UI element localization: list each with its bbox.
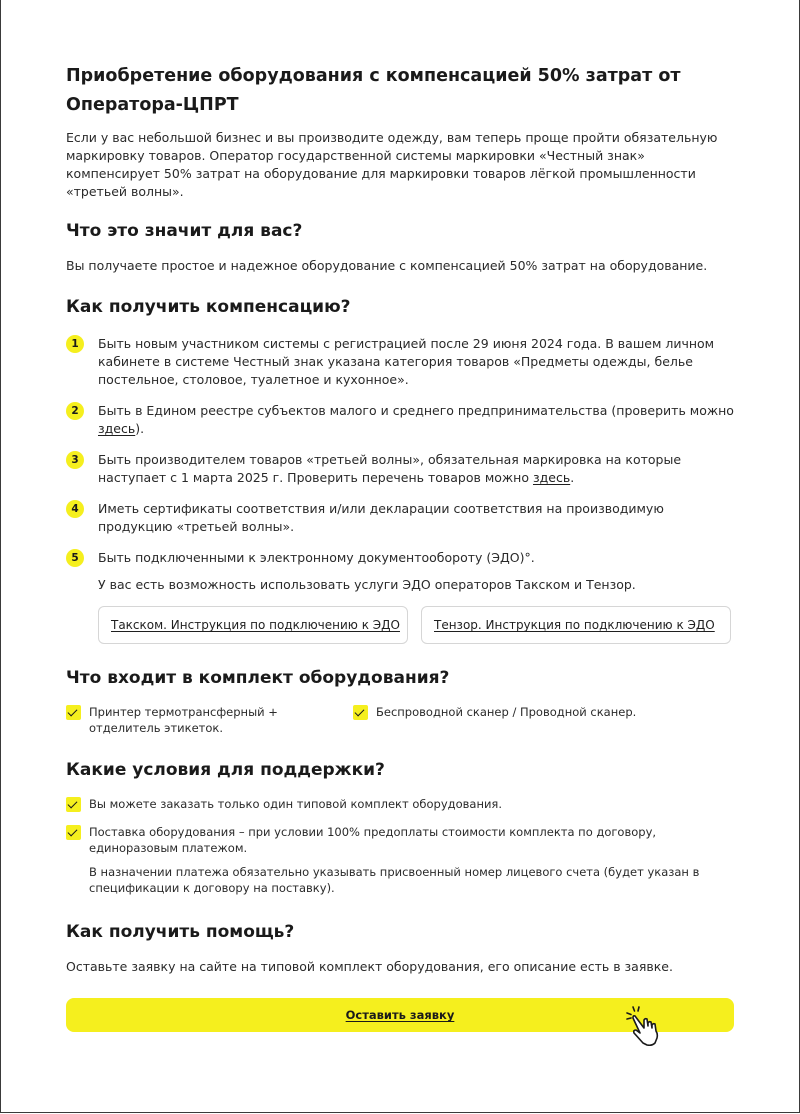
help-text: Оставьте заявку на сайте на типовой комплект оборудования, его описание есть в заявке.: [66, 959, 673, 974]
edo-note: У вас есть возможность использовать услуги ЭДО операторов Такском и Тензор.: [98, 577, 636, 592]
step-text: [98, 451, 734, 487]
conditions-heading: Какие условия для поддержки?: [66, 760, 385, 780]
step-text: Иметь сертификаты соответствия и/или декларации соответствия на производимую продукцию «третьей волны».: [98, 501, 664, 534]
step-body: [98, 549, 734, 594]
check-icon: [66, 705, 81, 720]
tensor-instruction-label: Тензор. Инструкция по подключению к ЭДО: [434, 618, 715, 632]
step-text-before: Быть производителем товаров «третьей волны», обязательная маркировка на которые наступает с 1 марта 2025 г. Проверить перечень товаров можно: [98, 452, 682, 485]
condition-label: Поставка оборудования – при условии 100% предоплаты стоимости комплекта по договору, единоразовым платежом.: [89, 825, 657, 855]
submit-request-label: Оставить заявку: [345, 1008, 455, 1022]
step-text: [98, 402, 734, 438]
help-heading: Как получить помощь?: [66, 922, 295, 942]
step-2: [66, 402, 734, 438]
kit-item-label: Беспроводной сканер / Проводной сканер.: [376, 705, 637, 719]
condition-item: [66, 796, 734, 812]
kit-item-printer: [66, 704, 353, 736]
what-heading: Что это значит для вас?: [66, 221, 303, 241]
step-3: [66, 451, 734, 487]
steps-list: [66, 335, 734, 644]
step-text-before: Быть в Едином реестре субъектов малого и среднего предпринимательства (проверить можно: [98, 403, 734, 418]
step-4: [66, 500, 734, 536]
step-number: 4: [66, 500, 84, 518]
taxcom-instruction-label: Такском. Инструкция по подключению к ЭДО: [111, 618, 400, 632]
edo-buttons: [98, 606, 734, 644]
main-content: [66, 62, 734, 1032]
goods-list-link[interactable]: здесь: [532, 470, 571, 485]
step-1: [66, 335, 734, 389]
condition-label: Вы можете заказать только один типовой комплект оборудования.: [89, 797, 503, 811]
check-icon: [353, 705, 368, 720]
condition-item: [66, 824, 734, 856]
intro-text: Если у вас небольшой бизнес и вы производите одежду, вам теперь проще пройти обязательную маркировку товаров. Оператор государственной системы маркировки «Честный знак» компенсирует 50% затрат на оборудование для маркировки товаров лёгкой промышленности «третьей волны».: [66, 130, 718, 199]
conditions-list: [66, 796, 734, 896]
page-title: Приобретение оборудования с компенсацией 50% затрат от Оператора-ЦПРТ: [66, 66, 681, 115]
taxcom-instruction-button[interactable]: [98, 606, 408, 644]
step-5: [66, 549, 734, 594]
step-number: 2: [66, 402, 84, 420]
payment-note: В назначении платежа обязательно указывать присвоенный номер лицевого счета (будет указан в спецификации к договору на поставку).: [89, 865, 700, 895]
step-text: Быть подключенными к электронному документообороту (ЭДО)°.: [98, 550, 535, 565]
registry-link[interactable]: здесь: [98, 421, 136, 436]
check-icon: [66, 797, 81, 812]
kit-item-label: Принтер термотрансферный + отделитель этикеток.: [89, 705, 278, 735]
step-number: 5: [66, 549, 84, 567]
what-text: Вы получаете простое и надежное оборудование с компенсацией 50% затрат на оборудование.: [66, 258, 708, 273]
kit-heading: Что входит в комплект оборудования?: [66, 668, 450, 688]
check-icon: [66, 825, 81, 840]
kit-list: [66, 704, 734, 736]
pointer-hand-icon: [624, 1004, 668, 1048]
step-text-after: ).: [135, 421, 145, 436]
kit-item-scanner: [353, 704, 636, 736]
step-number: 1: [66, 335, 84, 353]
step-text-after: .: [570, 470, 575, 485]
tensor-instruction-button[interactable]: [421, 606, 731, 644]
how-heading: Как получить компенсацию?: [66, 297, 351, 317]
step-text: Быть новым участником системы с регистрацией после 29 июня 2024 года. В вашем личном кабинете в системе Честный знак указана категория товаров «Предметы одежды, белье постельное, столовое, туалетное и кухонное».: [98, 336, 715, 387]
step-number: 3: [66, 451, 84, 469]
